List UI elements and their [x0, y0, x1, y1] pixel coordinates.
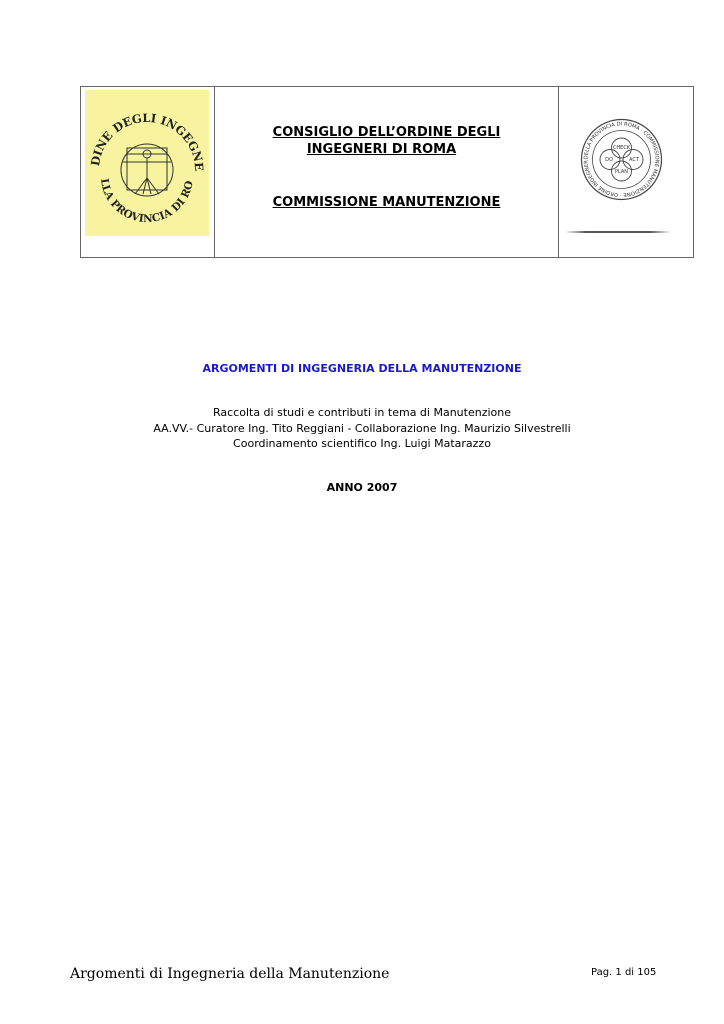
seal-ring-text: DELLA PROVINCIA DI ROMA · COMMISSIONE MANUTENZIONE · ORDINE INGEGNER [583, 121, 660, 198]
header-logo-cell [81, 87, 215, 257]
council-title-line1: CONSIGLIO DELL’ORDINE DEGLI [272, 125, 501, 140]
seal-leaf-do: DO [605, 157, 613, 163]
commission-seal [579, 117, 664, 202]
seal-leaf-check: CHECK [612, 145, 631, 151]
svg-text:ORDINE DEGLI INGEGNERI [85, 90, 206, 172]
authors-line: AA.VV.- Curatore Ing. Tito Reggiani - Collaborazione Ing. Maurizio Silvestrelli [153, 422, 571, 435]
council-title-line2: INGEGNERI DI ROMA [306, 142, 457, 157]
seal-leaf-plan: PLAN [614, 169, 629, 175]
description-line1: Raccolta di studi e contributi in tema di Manutenzione [212, 406, 511, 419]
vitruvian-man-icon [121, 144, 173, 196]
year-label: ANNO 2007 [326, 481, 398, 494]
header-seal-cell [558, 87, 694, 257]
commission-title: COMMISSIONE MANUTENZIONE [272, 195, 501, 210]
document-title: ARGOMENTI DI INGEGNERIA DELLA MANUTENZIONE [202, 362, 522, 375]
header-title-cell [215, 87, 558, 257]
ordine-ingegneri-logo [85, 90, 209, 236]
logo-text-top: DINE DEGLI INGEGNE [88, 110, 207, 172]
seal-leaf-act: ACT [629, 157, 639, 163]
seal-divider [565, 231, 671, 233]
logo-text-bottom: LLA PROVINCIA DI RO [97, 177, 196, 226]
coordination-line: Coordinamento scientifico Ing. Luigi Matarazzo [233, 437, 491, 450]
footer-title: Argomenti di Ingegneria della Manutenzione [70, 966, 390, 982]
header-table [80, 86, 694, 258]
page-number: Pag. 1 di 105 [591, 967, 657, 978]
